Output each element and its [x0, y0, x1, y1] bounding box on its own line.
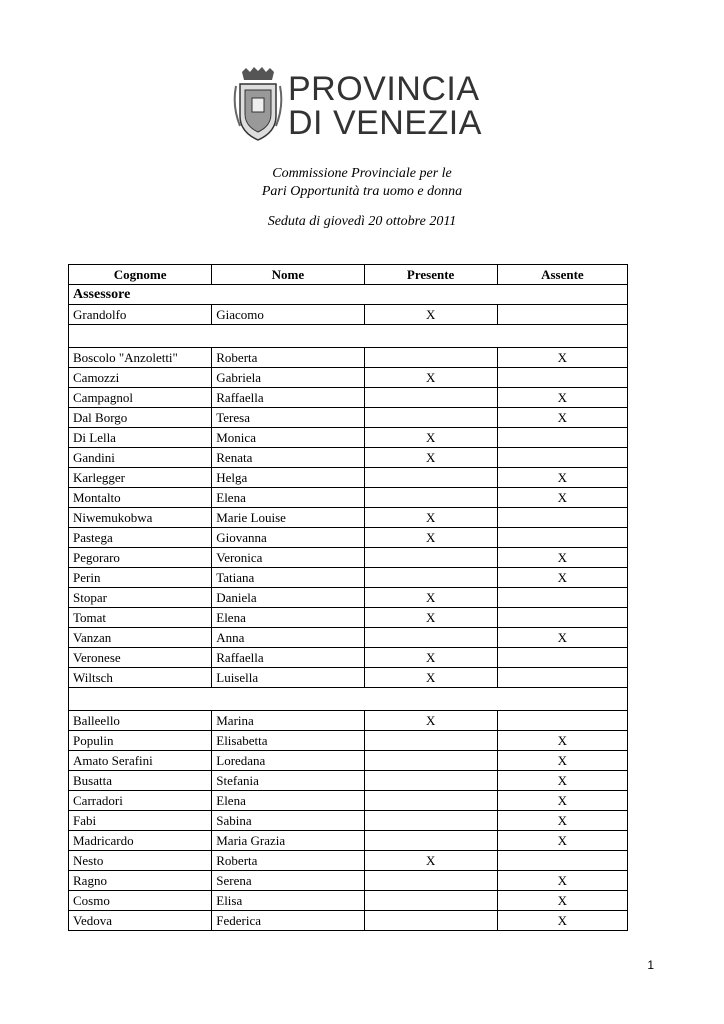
cell-nome: Raffaella	[212, 648, 364, 668]
cell-cognome: Perin	[69, 568, 212, 588]
table-row	[69, 811, 628, 831]
cell-cognome: Nesto	[69, 851, 212, 871]
cell-assente: X	[497, 348, 627, 368]
cell-nome: Roberta	[212, 851, 364, 871]
cell-presente	[364, 871, 497, 891]
table-row	[69, 628, 628, 648]
cell-nome: Elena	[212, 608, 364, 628]
cell-presente	[364, 911, 497, 931]
table-row	[69, 771, 628, 791]
cell-assente: X	[497, 891, 627, 911]
cell-cognome: Boscolo "Anzoletti"	[69, 348, 212, 368]
cell-presente	[364, 811, 497, 831]
cell-cognome: Dal Borgo	[69, 408, 212, 428]
cell-cognome: Stopar	[69, 588, 212, 608]
cell-assente	[497, 508, 627, 528]
cell-assente	[497, 588, 627, 608]
cell-presente	[364, 488, 497, 508]
cell-nome: Gabriela	[212, 368, 364, 388]
cell-presente: X	[364, 508, 497, 528]
section-label: Assessore	[69, 285, 628, 305]
logo-wordmark	[288, 72, 482, 140]
cell-presente: X	[364, 648, 497, 668]
cell-nome: Teresa	[212, 408, 364, 428]
cell-presente	[364, 731, 497, 751]
cell-cognome: Vedova	[69, 911, 212, 931]
table-row	[69, 608, 628, 628]
table-row	[69, 648, 628, 668]
cell-nome: Raffaella	[212, 388, 364, 408]
cell-nome: Marie Louise	[212, 508, 364, 528]
cell-nome: Tatiana	[212, 568, 364, 588]
cell-presente	[364, 628, 497, 648]
cell-assente: X	[497, 831, 627, 851]
cell-presente: X	[364, 368, 497, 388]
table-row	[69, 548, 628, 568]
cell-cognome: Balleello	[69, 711, 212, 731]
cell-cognome: Veronese	[69, 648, 212, 668]
table-row	[69, 791, 628, 811]
cell-presente	[364, 791, 497, 811]
cell-cognome: Fabi	[69, 811, 212, 831]
table-row	[69, 508, 628, 528]
cell-cognome: Karlegger	[69, 468, 212, 488]
spacer-cell	[69, 325, 628, 348]
spacer-row	[69, 688, 628, 711]
cell-presente	[364, 408, 497, 428]
cell-assente: X	[497, 468, 627, 488]
cell-presente	[364, 751, 497, 771]
table-row	[69, 448, 628, 468]
column-header-presente: Presente	[364, 265, 497, 285]
cell-cognome: Pastega	[69, 528, 212, 548]
cell-assente	[497, 448, 627, 468]
cell-nome: Daniela	[212, 588, 364, 608]
cell-cognome: Ragno	[69, 871, 212, 891]
table-row	[69, 751, 628, 771]
cell-nome: Maria Grazia	[212, 831, 364, 851]
table-row	[69, 408, 628, 428]
cell-cognome: Amato Serafini	[69, 751, 212, 771]
cell-cognome: Carradori	[69, 791, 212, 811]
spacer-cell	[69, 688, 628, 711]
cell-assente	[497, 668, 627, 688]
cell-assente: X	[497, 751, 627, 771]
cell-assente: X	[497, 871, 627, 891]
cell-cognome: Tomat	[69, 608, 212, 628]
cell-assente: X	[497, 388, 627, 408]
cell-assente: X	[497, 568, 627, 588]
cell-presente: X	[364, 608, 497, 628]
table-row	[69, 488, 628, 508]
logo-line-2: DI VENEZIA	[288, 104, 482, 142]
table-row	[69, 588, 628, 608]
cell-presente	[364, 568, 497, 588]
cell-presente	[364, 468, 497, 488]
session-date: Seduta di giovedì 20 ottobre 2011	[267, 214, 457, 229]
table-row	[69, 568, 628, 588]
cell-nome: Elisa	[212, 891, 364, 911]
table-row	[69, 731, 628, 751]
cell-presente: X	[364, 305, 497, 325]
heading-line-2: Pari Opportunità tra uomo e donna	[261, 184, 463, 199]
cell-assente	[497, 851, 627, 871]
table-row	[69, 368, 628, 388]
cell-nome: Anna	[212, 628, 364, 648]
attendance-table	[68, 264, 628, 931]
cell-presente	[364, 348, 497, 368]
cell-cognome: Di Lella	[69, 428, 212, 448]
cell-cognome: Niwemukobwa	[69, 508, 212, 528]
cell-assente	[497, 608, 627, 628]
table-header-row	[69, 265, 628, 285]
cell-assente: X	[497, 628, 627, 648]
cell-presente: X	[364, 588, 497, 608]
cell-presente: X	[364, 668, 497, 688]
table-row	[69, 711, 628, 731]
cell-presente: X	[364, 851, 497, 871]
heading-line-1: Commissione Provinciale per le	[272, 166, 452, 181]
cell-cognome: Wiltsch	[69, 668, 212, 688]
cell-assente: X	[497, 791, 627, 811]
cell-assente: X	[497, 488, 627, 508]
cell-presente: X	[364, 528, 497, 548]
provincia-logo	[232, 66, 492, 148]
attendance-table-body	[69, 285, 628, 931]
spacer-row	[69, 325, 628, 348]
cell-nome: Elena	[212, 791, 364, 811]
cell-assente: X	[497, 811, 627, 831]
logo-line-1: PROVINCIA	[288, 70, 480, 108]
cell-cognome: Pegoraro	[69, 548, 212, 568]
cell-nome: Loredana	[212, 751, 364, 771]
table-row	[69, 428, 628, 448]
cell-assente: X	[497, 911, 627, 931]
cell-nome: Sabina	[212, 811, 364, 831]
table-row	[69, 468, 628, 488]
cell-assente: X	[497, 408, 627, 428]
table-row	[69, 668, 628, 688]
cell-cognome: Campagnol	[69, 388, 212, 408]
cell-assente	[497, 428, 627, 448]
table-row	[69, 891, 628, 911]
cell-cognome: Madricardo	[69, 831, 212, 851]
cell-cognome: Camozzi	[69, 368, 212, 388]
cell-nome: Giovanna	[212, 528, 364, 548]
cell-nome: Monica	[212, 428, 364, 448]
cell-nome: Luisella	[212, 668, 364, 688]
cell-assente	[497, 711, 627, 731]
cell-nome: Roberta	[212, 348, 364, 368]
cell-presente	[364, 831, 497, 851]
column-header-cognome: Cognome	[69, 265, 212, 285]
column-header-assente: Assente	[497, 265, 627, 285]
cell-cognome: Cosmo	[69, 891, 212, 911]
cell-nome: Helga	[212, 468, 364, 488]
cell-cognome: Grandolfo	[69, 305, 212, 325]
cell-nome: Elena	[212, 488, 364, 508]
cell-cognome: Populin	[69, 731, 212, 751]
cell-nome: Marina	[212, 711, 364, 731]
cell-presente: X	[364, 428, 497, 448]
cell-cognome: Vanzan	[69, 628, 212, 648]
cell-assente: X	[497, 548, 627, 568]
table-row	[69, 831, 628, 851]
document-heading	[0, 165, 724, 201]
cell-assente: X	[497, 731, 627, 751]
cell-presente	[364, 548, 497, 568]
cell-assente	[497, 528, 627, 548]
page-number: 1	[647, 958, 654, 972]
cell-presente: X	[364, 711, 497, 731]
table-row	[69, 851, 628, 871]
cell-assente: X	[497, 771, 627, 791]
table-row	[69, 911, 628, 931]
cell-presente	[364, 891, 497, 911]
cell-assente	[497, 368, 627, 388]
coat-of-arms-icon	[232, 66, 284, 146]
cell-presente	[364, 771, 497, 791]
cell-cognome: Gandini	[69, 448, 212, 468]
cell-cognome: Montalto	[69, 488, 212, 508]
cell-cognome: Busatta	[69, 771, 212, 791]
cell-presente: X	[364, 448, 497, 468]
cell-assente	[497, 648, 627, 668]
cell-presente	[364, 388, 497, 408]
cell-nome: Veronica	[212, 548, 364, 568]
column-header-nome: Nome	[212, 265, 364, 285]
cell-nome: Federica	[212, 911, 364, 931]
table-row	[69, 305, 628, 325]
cell-assente	[497, 305, 627, 325]
cell-nome: Renata	[212, 448, 364, 468]
table-row	[69, 348, 628, 368]
table-row	[69, 528, 628, 548]
table-row	[69, 388, 628, 408]
cell-nome: Serena	[212, 871, 364, 891]
table-row	[69, 871, 628, 891]
cell-nome: Giacomo	[212, 305, 364, 325]
cell-nome: Stefania	[212, 771, 364, 791]
section-row	[69, 285, 628, 305]
cell-nome: Elisabetta	[212, 731, 364, 751]
